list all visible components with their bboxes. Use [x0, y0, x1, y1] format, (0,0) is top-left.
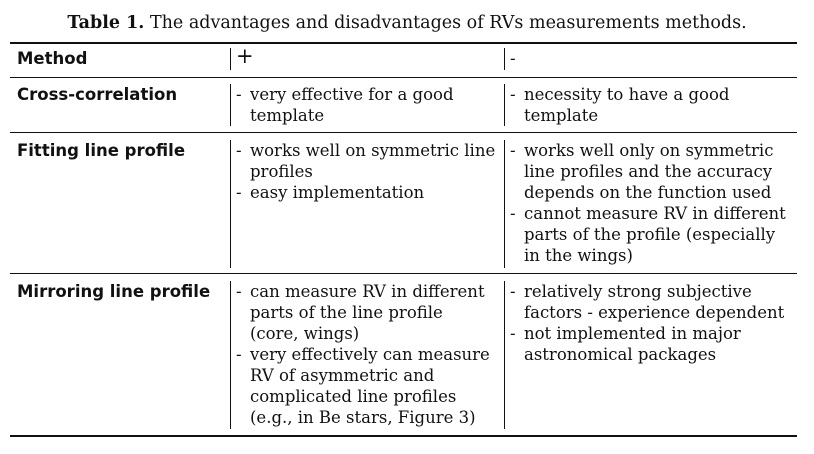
list-item: - easy implementation [236, 183, 425, 202]
caption-label: Table 1. [67, 13, 145, 33]
row-1-divider-plus [230, 84, 231, 126]
table-caption [0, 12, 814, 34]
list-item: - very effectively can measure RV of asymmetric and complicated line profiles (e.g., in Be stars, Figure 3) [236, 345, 490, 427]
row-rule-1 [10, 132, 797, 133]
list-item: - cannot measure RV in different parts of the profile (especially in the wings) [510, 204, 786, 265]
list-item: - very effective for a good template [236, 85, 454, 125]
row-1-minus [510, 84, 730, 126]
row-3-plus [236, 281, 490, 428]
caption-text: The advantages and disadvantages of RVs measurements methods. [149, 13, 747, 33]
row-1-plus [236, 84, 454, 126]
row-rule-2 [10, 273, 797, 274]
header-rule [10, 77, 797, 78]
row-2-minus [510, 140, 786, 266]
row-3-divider-plus [230, 281, 231, 429]
top-rule [10, 42, 797, 44]
row-2-method: Fitting line profile [17, 141, 186, 160]
list-item: - not implemented in major astronomical packages [510, 324, 741, 364]
header-divider-minus [504, 48, 505, 70]
row-3-minus [510, 281, 784, 365]
row-1-method: Cross-correlation [17, 85, 178, 104]
list-item: - can measure RV in different parts of the line profile (core, wings) [236, 282, 485, 343]
header-divider-plus [230, 48, 231, 70]
list-item: - necessity to have a good template [510, 85, 730, 125]
row-2-plus [236, 140, 495, 203]
list-item: - relatively strong subjective factors - experience dependent [510, 282, 785, 322]
bottom-rule [10, 435, 797, 437]
header-plus: + [236, 44, 254, 68]
row-3-divider-minus [504, 281, 505, 429]
row-1-divider-minus [504, 84, 505, 126]
list-item: - works well only on symmetric line profiles and the accuracy depends on the function used [510, 141, 774, 202]
row-2-divider-plus [230, 140, 231, 268]
header-method: Method [17, 49, 88, 68]
row-3-method: Mirroring line profile [17, 282, 211, 301]
row-2-divider-minus [504, 140, 505, 268]
list-item: - works well on symmetric line profiles [236, 141, 496, 181]
header-minus: - [510, 49, 516, 68]
